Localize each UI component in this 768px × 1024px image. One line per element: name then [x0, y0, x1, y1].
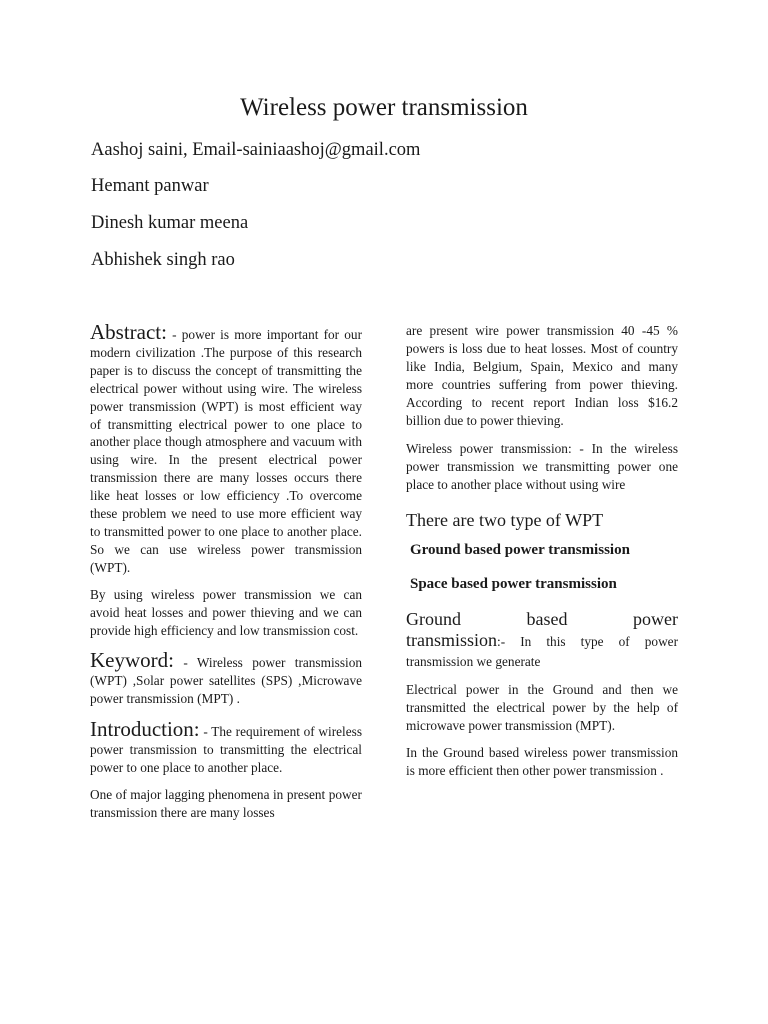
types-heading: There are two type of WPT — [406, 510, 604, 531]
abstract-paragraph-2: By using wireless power transmission we can avoid heat losses and power thieving and we can provide high efficiency and low transmission cost. — [90, 586, 362, 638]
ground-based-paragraph — [406, 630, 678, 672]
author-2: Hemant panwar — [91, 176, 209, 196]
gbpt-word-3: power — [633, 609, 678, 630]
type-ground-based: Ground based power transmission — [410, 542, 630, 559]
continued-paragraph: are present wire power transmission 40 -45 % powers is loss due to heat losses. Most of country like India, Belgium, Spain, Mexico and many more countries suffering from power thieving. According to recent report Indian loss $16.2 billion due to power thieving. — [406, 323, 678, 428]
intro-paragraph — [90, 719, 362, 777]
author-1: Aashoj saini, Email-sainiaashoj@gmail.com — [91, 140, 421, 160]
abstract-paragraph — [90, 322, 362, 577]
author-3: Dinesh kumar meena — [91, 213, 249, 233]
abstract-text: - power is more important for our modern civilization .The purpose of this research paper is to discuss the concept of transmitting the electrical power without using wire. The wireless power transmission (WPT) is most efficient way of transmitting electrical power to one place to another place though atmosphere and vacuum with using wire. In the present electrical power transmission there are many losses occurs there like heat losses or low efficiency .To overcome these problem we need to use more efficient way to transmitted power to one place to another place. So we can use wireless power transmission (WPT). — [90, 327, 362, 575]
gbpt-word-2: based — [526, 609, 568, 630]
intro-label: Introduction: — [90, 717, 200, 742]
ground-based-paragraph-3: In the Ground based wireless power transmission is more efficient then other power transmission . — [406, 744, 678, 778]
type-space-based: Space based power transmission — [410, 576, 617, 593]
keyword-text: - Wireless power transmission (WPT) ,Solar power satellites (SPS) ,Microwave power transmission (MPT) . — [90, 655, 362, 707]
paper-title: Wireless power transmission — [240, 94, 528, 121]
keyword-paragraph — [90, 650, 362, 708]
gbpt-word-1: Ground — [406, 609, 461, 630]
intro-text: - The requirement of wireless power transmission to transmitting the electrical power to one place to another place. — [90, 724, 362, 775]
right-column — [406, 322, 678, 780]
intro-paragraph-2: One of major lagging phenomena in present power transmission there are many losses — [90, 786, 362, 820]
gbpt-word-4: transmission — [406, 630, 498, 651]
author-4: Abhishek singh rao — [91, 250, 235, 270]
ground-based-heading — [406, 608, 678, 630]
keyword-label: Keyword: — [90, 648, 174, 673]
ground-based-paragraph-2: Electrical power in the Ground and then we transmitted the electrical power by the help of microwave power transmission (MPT). — [406, 682, 678, 733]
left-column — [90, 322, 362, 822]
wpt-definition: Wireless power transmission: - In the wireless power transmission we transmitting power one place to another place without using wire — [406, 441, 678, 493]
abstract-label: Abstract: — [90, 320, 167, 344]
gbpt-rest: :- In this type of power transmission we generate — [406, 634, 678, 670]
